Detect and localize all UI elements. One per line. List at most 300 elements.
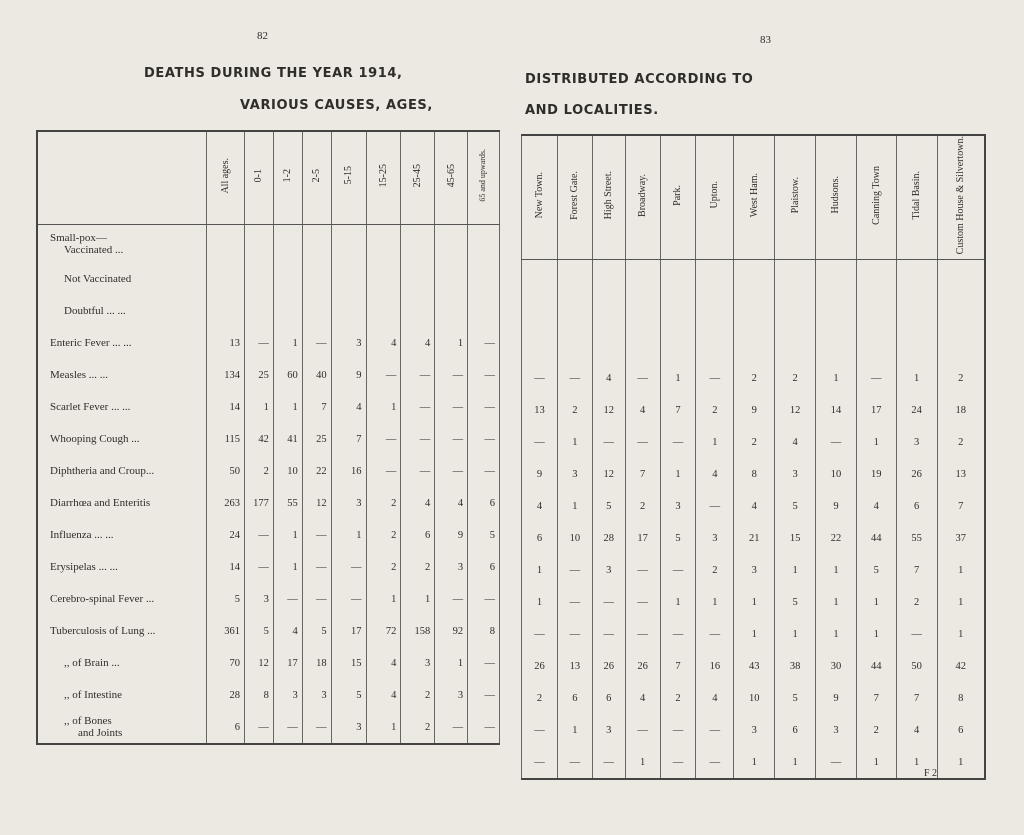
locality-count-cell: 15	[775, 522, 816, 554]
locality-count-cell: 3	[816, 714, 857, 746]
locality-count-cell: —	[534, 628, 545, 640]
locality-count-cell: 9	[816, 490, 857, 522]
cause-label	[37, 711, 207, 744]
locality-header-label: West Ham.	[748, 173, 760, 218]
locality-count-cell: 8	[937, 682, 985, 714]
locality-header	[522, 135, 558, 260]
age-count-cell: —	[435, 711, 468, 744]
locality-count-cell: 17	[625, 522, 660, 554]
age-header	[435, 131, 468, 225]
locality-count-cell	[696, 260, 734, 299]
table-row	[37, 551, 500, 583]
cause-label	[37, 263, 207, 295]
locality-count-cell: 4	[734, 490, 775, 522]
table-row	[522, 522, 986, 554]
locality-count-cell: —	[592, 618, 625, 650]
age-header	[366, 131, 401, 225]
age-count-cell: 6	[468, 487, 500, 519]
age-count-cell: —	[468, 327, 500, 359]
locality-count-cell: 13	[937, 458, 985, 490]
age-count-cell	[302, 225, 331, 264]
age-count-cell: —	[244, 519, 273, 551]
locality-count-cell: 1	[536, 564, 543, 576]
cause-text: Diarrhœa and Enteritis	[50, 497, 151, 509]
age-count-cell: 18	[302, 647, 331, 679]
locality-count-cell: 12	[775, 394, 816, 426]
age-count-cell: 2	[366, 519, 401, 551]
locality-count-cell: 13	[557, 650, 592, 682]
locality-count-cell: —	[534, 756, 545, 768]
locality-count-cell: 1	[734, 618, 775, 650]
age-header-label: 45-65	[445, 163, 457, 188]
locality-count-cell: 2	[557, 394, 592, 426]
age-count-cell: —	[244, 711, 273, 744]
age-count-cell: 2	[244, 455, 273, 487]
age-count-cell: 5	[244, 615, 273, 647]
locality-count-cell	[856, 260, 896, 299]
locality-count-cell	[625, 260, 660, 299]
cause-text: Small-pox—	[50, 232, 107, 244]
table-row	[37, 225, 500, 264]
locality-count-cell: 3	[557, 458, 592, 490]
age-count-cell: 17	[273, 647, 302, 679]
locality-header-label: Upton.	[709, 181, 721, 209]
cause-text: ,, of Brain ...	[64, 657, 120, 669]
locality-count-cell: —	[625, 426, 660, 458]
locality-count-cell: 1	[816, 586, 857, 618]
age-count-cell: 17	[331, 615, 366, 647]
cause-label	[37, 423, 207, 455]
locality-count-cell: 2	[536, 692, 543, 704]
locality-count-cell: 2	[660, 682, 696, 714]
locality-count-cell: 1	[937, 618, 985, 650]
locality-count-cell: 3	[734, 554, 775, 586]
age-count-cell: 158	[401, 615, 435, 647]
locality-header-label: Park.	[672, 184, 684, 206]
age-count-cell: 1	[366, 583, 401, 615]
age-count-cell: 72	[366, 615, 401, 647]
cause-label	[37, 295, 207, 327]
age-count-cell: 7	[302, 391, 331, 423]
locality-count-cell	[557, 260, 592, 299]
locality-count-cell: 1	[734, 746, 775, 779]
table-row	[37, 359, 500, 391]
table-row	[522, 554, 986, 586]
locality-count-cell	[775, 298, 816, 330]
locality-count-cell: —	[557, 586, 592, 618]
age-count-cell: 2	[401, 679, 435, 711]
table-row	[37, 263, 500, 295]
locality-count-cell: 4	[592, 362, 625, 394]
locality-count-cell: 17	[856, 394, 896, 426]
locality-count-cell: 8	[734, 458, 775, 490]
locality-count-cell: 5	[856, 554, 896, 586]
age-count-cell: 4	[401, 327, 435, 359]
locality-count-cell: 16	[696, 650, 734, 682]
age-count-cell: 1	[331, 519, 366, 551]
locality-count-cell: 10	[816, 458, 857, 490]
page-number-left: 82	[257, 30, 268, 42]
cause-text: Diphtheria and Croup...	[50, 465, 155, 477]
age-count-cell: 25	[244, 359, 273, 391]
locality-count-cell: 2	[625, 490, 660, 522]
age-count-cell	[366, 225, 401, 264]
locality-count-cell: 7	[660, 394, 696, 426]
cause-text: Not Vaccinated	[64, 273, 132, 285]
locality-count-cell: 1	[937, 554, 985, 586]
age-count-cell: 2	[366, 487, 401, 519]
title-right-line1: DISTRIBUTED ACCORDING TO	[525, 72, 754, 87]
age-header-label: 15-25	[377, 163, 389, 188]
age-count-cell: 12	[244, 647, 273, 679]
locality-count-cell: 7	[856, 682, 896, 714]
locality-count-cell	[660, 298, 696, 330]
cause-text: Erysipelas ... ...	[50, 561, 118, 573]
locality-count-cell: 2	[696, 554, 734, 586]
locality-count-cell: 2	[896, 586, 937, 618]
age-count-cell: 3	[435, 551, 468, 583]
locality-count-cell: —	[625, 714, 660, 746]
age-count-cell: —	[435, 423, 468, 455]
locality-count-cell	[522, 260, 558, 299]
table-row	[37, 487, 500, 519]
locality-count-cell: 7	[937, 490, 985, 522]
locality-count-cell: —	[592, 586, 625, 618]
age-count-cell: —	[468, 359, 500, 391]
cause-text: Tuberculosis of Lung ...	[50, 625, 156, 637]
age-header	[244, 131, 273, 225]
age-header-label: 65 and upwards.	[478, 149, 488, 202]
locality-count-cell: —	[625, 586, 660, 618]
locality-count-cell: 1	[856, 586, 896, 618]
age-count-cell	[366, 263, 401, 295]
age-count-cell: 22	[302, 455, 331, 487]
age-count-cell: —	[435, 359, 468, 391]
locality-count-cell: 3	[896, 426, 937, 458]
locality-count-cell: 4	[625, 394, 660, 426]
locality-count-cell: 1	[775, 554, 816, 586]
age-count-cell: 1	[435, 327, 468, 359]
age-count-cell: —	[302, 327, 331, 359]
age-count-cell: 134	[207, 359, 245, 391]
age-count-cell: —	[302, 583, 331, 615]
locality-count-cell	[625, 330, 660, 362]
locality-count-cell: 1	[660, 586, 696, 618]
title-right-line2: AND LOCALITIES.	[525, 103, 659, 118]
locality-count-cell	[937, 298, 985, 330]
locality-count-cell: 1	[557, 490, 592, 522]
age-count-cell: 5	[302, 615, 331, 647]
cause-text: ,, of Bones	[64, 715, 112, 727]
cause-label	[37, 359, 207, 391]
cause-label	[37, 615, 207, 647]
age-count-cell: 2	[366, 551, 401, 583]
age-count-cell	[468, 225, 500, 264]
age-count-cell: 28	[207, 679, 245, 711]
age-count-cell: —	[302, 519, 331, 551]
locality-count-cell: 3	[660, 490, 696, 522]
cause-text: Scarlet Fever ... ...	[50, 401, 131, 413]
age-count-cell	[273, 263, 302, 295]
age-count-cell: 1	[273, 391, 302, 423]
age-count-cell: 9	[331, 359, 366, 391]
age-count-cell	[331, 295, 366, 327]
locality-count-cell	[625, 298, 660, 330]
locality-count-cell: 9	[734, 394, 775, 426]
age-count-cell: 263	[207, 487, 245, 519]
age-count-cell	[244, 295, 273, 327]
cause-label	[37, 647, 207, 679]
age-count-cell: 3	[302, 679, 331, 711]
age-count-cell: 4	[273, 615, 302, 647]
age-count-cell	[302, 295, 331, 327]
age-count-cell	[401, 295, 435, 327]
locality-count-cell	[557, 330, 592, 362]
locality-header-label: Tidal Basin.	[911, 170, 923, 220]
age-count-cell	[273, 225, 302, 264]
table-row	[37, 295, 500, 327]
age-count-cell: 1	[244, 391, 273, 423]
age-count-cell: —	[468, 391, 500, 423]
age-count-cell: 5	[207, 583, 245, 615]
table-row	[522, 362, 986, 394]
locality-count-cell: 1	[734, 586, 775, 618]
locality-count-cell: —	[625, 618, 660, 650]
locality-header-label: Canning Town	[870, 165, 882, 225]
age-count-cell	[366, 295, 401, 327]
locality-count-cell: 3	[734, 714, 775, 746]
locality-header	[937, 135, 985, 260]
age-count-cell: —	[273, 583, 302, 615]
locality-count-cell: 2	[856, 714, 896, 746]
age-count-cell: 70	[207, 647, 245, 679]
age-count-cell: 55	[273, 487, 302, 519]
locality-count-cell: 1	[896, 362, 937, 394]
age-count-cell	[207, 263, 245, 295]
locality-count-cell: —	[625, 362, 660, 394]
locality-count-cell: —	[625, 554, 660, 586]
locality-count-cell	[522, 330, 558, 362]
locality-count-cell	[856, 330, 896, 362]
locality-count-cell: —	[534, 724, 545, 736]
locality-count-cell: 7	[625, 458, 660, 490]
locality-count-cell: 6	[557, 682, 592, 714]
locality-count-cell: 1	[856, 426, 896, 458]
locality-count-cell: 21	[734, 522, 775, 554]
age-count-cell	[244, 225, 273, 264]
age-count-cell: 4	[331, 391, 366, 423]
locality-count-cell: 26	[534, 660, 545, 672]
age-count-cell: 3	[244, 583, 273, 615]
locality-header-label: Broadway.	[637, 173, 649, 217]
locality-count-cell	[816, 330, 857, 362]
age-count-cell: 4	[366, 647, 401, 679]
age-count-cell: 16	[331, 455, 366, 487]
locality-header	[557, 135, 592, 260]
locality-count-cell: 1	[696, 426, 734, 458]
locality-header-label: Plaistow.	[789, 177, 801, 214]
locality-count-cell: 1	[536, 596, 543, 608]
age-header	[468, 131, 500, 225]
locality-count-cell: 9	[536, 468, 543, 480]
footnote-mark: F 2	[924, 768, 938, 779]
locality-count-cell: 1	[816, 554, 857, 586]
age-count-cell: —	[302, 551, 331, 583]
cause-text: Enteric Fever ... ...	[50, 337, 132, 349]
age-count-cell: 3	[401, 647, 435, 679]
age-count-cell: 5	[468, 519, 500, 551]
age-count-cell: —	[435, 391, 468, 423]
table-row	[37, 711, 500, 744]
locality-count-cell: 10	[734, 682, 775, 714]
locality-count-cell: 5	[775, 682, 816, 714]
table-row	[522, 682, 986, 714]
table-row	[37, 455, 500, 487]
locality-count-cell: —	[816, 426, 857, 458]
locality-header	[660, 135, 696, 260]
age-count-cell	[401, 225, 435, 264]
age-count-cell	[331, 263, 366, 295]
age-count-cell	[302, 263, 331, 295]
age-count-cell	[244, 263, 273, 295]
locality-count-cell: 1	[660, 458, 696, 490]
locality-count-cell: 1	[557, 426, 592, 458]
locality-count-cell: 26	[592, 650, 625, 682]
age-count-cell: 3	[331, 487, 366, 519]
locality-header	[856, 135, 896, 260]
table-row	[522, 260, 986, 299]
locality-count-cell: 1	[775, 746, 816, 779]
page-number-right: 83	[760, 34, 771, 46]
locality-count-cell: 4	[775, 426, 816, 458]
locality-count-cell	[734, 330, 775, 362]
locality-count-cell	[896, 330, 937, 362]
age-count-cell: 177	[244, 487, 273, 519]
locality-count-cell: 1	[856, 746, 896, 779]
locality-count-cell: 9	[816, 682, 857, 714]
locality-count-cell: —	[534, 372, 545, 384]
locality-count-cell: 19	[856, 458, 896, 490]
table-row	[522, 586, 986, 618]
locality-count-cell: 43	[734, 650, 775, 682]
cause-header-blank	[37, 131, 207, 225]
locality-count-cell: 44	[856, 650, 896, 682]
locality-count-cell: 30	[816, 650, 857, 682]
age-count-cell: —	[331, 583, 366, 615]
locality-count-cell: 37	[937, 522, 985, 554]
age-count-cell: —	[366, 455, 401, 487]
locality-count-cell: 14	[816, 394, 857, 426]
age-header-label: 0-1	[253, 168, 265, 183]
cause-text: ,, of Intestine	[64, 689, 123, 701]
locality-count-cell: 1	[816, 618, 857, 650]
table-row	[37, 423, 500, 455]
age-count-cell	[207, 295, 245, 327]
age-count-cell: 1	[401, 583, 435, 615]
locality-count-cell: —	[696, 362, 734, 394]
locality-count-cell	[734, 260, 775, 299]
locality-count-cell: —	[557, 746, 592, 779]
age-header	[302, 131, 331, 225]
locality-count-cell: 50	[896, 650, 937, 682]
locality-count-cell: 2	[696, 394, 734, 426]
age-count-cell: —	[435, 455, 468, 487]
locality-header-label: Custom House & Silvertown.	[955, 136, 967, 255]
locality-count-cell: 5	[592, 490, 625, 522]
age-count-cell	[331, 225, 366, 264]
age-count-cell: 12	[302, 487, 331, 519]
locality-count-cell: 2	[937, 362, 985, 394]
locality-count-cell: 1	[775, 618, 816, 650]
locality-count-cell	[734, 298, 775, 330]
locality-count-cell: 3	[775, 458, 816, 490]
age-count-cell: 25	[302, 423, 331, 455]
age-count-cell: —	[468, 455, 500, 487]
locality-count-cell	[856, 298, 896, 330]
locality-count-cell: —	[896, 618, 937, 650]
age-header-label: 2-5	[311, 168, 323, 183]
locality-count-cell	[696, 330, 734, 362]
table-row	[37, 391, 500, 423]
locality-count-cell: —	[592, 426, 625, 458]
causes-by-age-table	[36, 130, 500, 745]
locality-count-cell: 4	[536, 500, 543, 512]
age-count-cell	[401, 263, 435, 295]
locality-count-cell: 2	[734, 362, 775, 394]
locality-count-cell	[696, 298, 734, 330]
table-row	[522, 490, 986, 522]
locality-count-cell	[896, 260, 937, 299]
table-row	[522, 746, 986, 779]
age-count-cell: 92	[435, 615, 468, 647]
age-count-cell: 3	[331, 711, 366, 744]
locality-count-cell	[522, 298, 558, 330]
age-header	[273, 131, 302, 225]
locality-count-cell: 38	[775, 650, 816, 682]
cause-text: Cerebro-spinal Fever ...	[50, 593, 155, 605]
cause-label	[37, 225, 207, 264]
age-count-cell: 15	[331, 647, 366, 679]
age-count-cell	[435, 263, 468, 295]
locality-count-cell: 26	[625, 650, 660, 682]
locality-count-cell: —	[660, 426, 696, 458]
locality-count-cell: 55	[896, 522, 937, 554]
age-count-cell: 8	[244, 679, 273, 711]
cause-text: Measles ... ...	[50, 369, 109, 381]
age-count-cell: 3	[273, 679, 302, 711]
age-count-cell: 5	[331, 679, 366, 711]
locality-count-cell: 2	[734, 426, 775, 458]
locality-count-cell: 1	[937, 586, 985, 618]
age-count-cell	[435, 295, 468, 327]
locality-count-cell: —	[660, 746, 696, 779]
age-count-cell: 7	[331, 423, 366, 455]
deaths-by-locality-table	[521, 134, 986, 780]
age-count-cell: 24	[207, 519, 245, 551]
locality-count-cell: 1	[896, 746, 937, 779]
cause-label	[37, 327, 207, 359]
title-left-line1: DEATHS DURING THE YEAR 1914,	[144, 66, 403, 81]
age-count-cell: 14	[207, 551, 245, 583]
age-count-cell: —	[401, 359, 435, 391]
locality-count-cell: —	[856, 362, 896, 394]
age-count-cell: —	[366, 423, 401, 455]
table-row	[522, 714, 986, 746]
age-count-cell: 115	[207, 423, 245, 455]
locality-count-cell: 4	[696, 458, 734, 490]
age-count-cell: 1	[273, 327, 302, 359]
locality-count-cell: 13	[534, 404, 545, 416]
